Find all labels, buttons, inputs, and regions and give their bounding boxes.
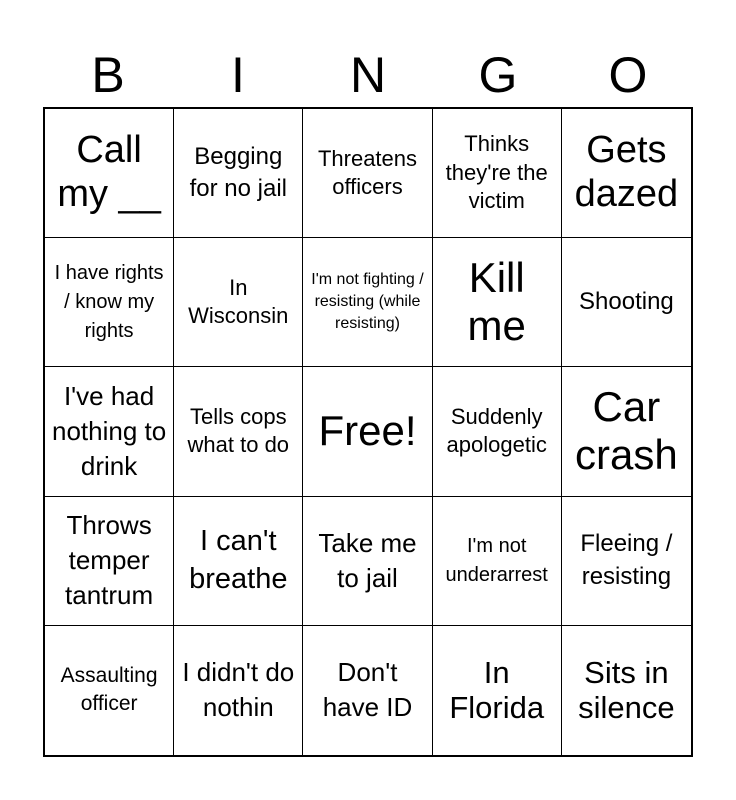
- cell-text: I've had nothing to drink: [51, 380, 167, 482]
- bingo-cell[interactable]: [433, 497, 562, 626]
- cell-text: Sits in silence: [578, 654, 675, 726]
- cell-text: Car crash: [575, 383, 678, 479]
- bingo-cell[interactable]: [303, 497, 432, 626]
- header-letter-b: B: [91, 47, 125, 103]
- bingo-cell[interactable]: [303, 238, 432, 367]
- cell-text: In Wisconsin: [188, 274, 289, 329]
- bingo-cell[interactable]: [303, 109, 432, 238]
- cell-text: Call my __: [57, 129, 161, 216]
- bingo-cell[interactable]: [45, 238, 174, 367]
- bingo-cell[interactable]: [174, 497, 303, 626]
- cell-text: I'm not underarrest: [445, 534, 548, 586]
- header-letter-i: I: [231, 47, 245, 103]
- bingo-cell[interactable]: [433, 367, 562, 496]
- cell-text: Tells cops what to do: [187, 403, 290, 458]
- bingo-free-space[interactable]: [303, 367, 432, 496]
- free-space-text: Free!: [318, 407, 417, 455]
- bingo-cell[interactable]: [45, 497, 174, 626]
- bingo-cell[interactable]: [562, 626, 691, 755]
- bingo-cell[interactable]: [174, 367, 303, 496]
- cell-text: I didn't do nothin: [182, 657, 295, 723]
- cell-text: Suddenly apologetic: [446, 403, 547, 458]
- header-letter-g: G: [478, 47, 518, 103]
- cell-text: I can't breathe: [189, 525, 288, 595]
- cell-text: Assaulting officer: [60, 664, 158, 716]
- bingo-cell[interactable]: [562, 367, 691, 496]
- bingo-cell[interactable]: [45, 626, 174, 755]
- bingo-card-grid: [43, 107, 693, 757]
- bingo-cell[interactable]: [174, 626, 303, 755]
- bingo-cell[interactable]: [433, 238, 562, 367]
- bingo-cell[interactable]: [45, 367, 174, 496]
- cell-text: Fleeing / resisting: [580, 530, 673, 590]
- bingo-cell[interactable]: [562, 497, 691, 626]
- bingo-cell[interactable]: [562, 238, 691, 367]
- cell-text: Throws temper tantrum: [65, 510, 154, 611]
- cell-text: Thinks they're the victim: [445, 131, 548, 214]
- cell-text: Take me to jail: [318, 527, 417, 593]
- bingo-cell[interactable]: [433, 109, 562, 238]
- cell-text: Don't have ID: [322, 657, 413, 723]
- cell-text: In Florida: [449, 654, 545, 726]
- bingo-cell[interactable]: [45, 109, 174, 238]
- bingo-cell[interactable]: [174, 238, 303, 367]
- header-letter-o: O: [608, 47, 648, 103]
- header-letter-n: N: [349, 47, 387, 103]
- bingo-header: [43, 42, 693, 108]
- cell-text: Shooting: [579, 288, 674, 316]
- cell-text: Kill me: [467, 253, 526, 350]
- cell-text: I have rights / know my rights: [54, 261, 164, 342]
- bingo-cell[interactable]: [433, 626, 562, 755]
- cell-text: Gets dazed: [574, 129, 679, 216]
- bingo-cell[interactable]: [562, 109, 691, 238]
- bingo-cell[interactable]: [303, 626, 432, 755]
- bingo-cell[interactable]: [174, 109, 303, 238]
- cell-text: Threatens officers: [317, 145, 418, 200]
- cell-text: I'm not fighting / resisting (while resisting): [311, 270, 424, 333]
- cell-text: Begging for no jail: [189, 142, 287, 203]
